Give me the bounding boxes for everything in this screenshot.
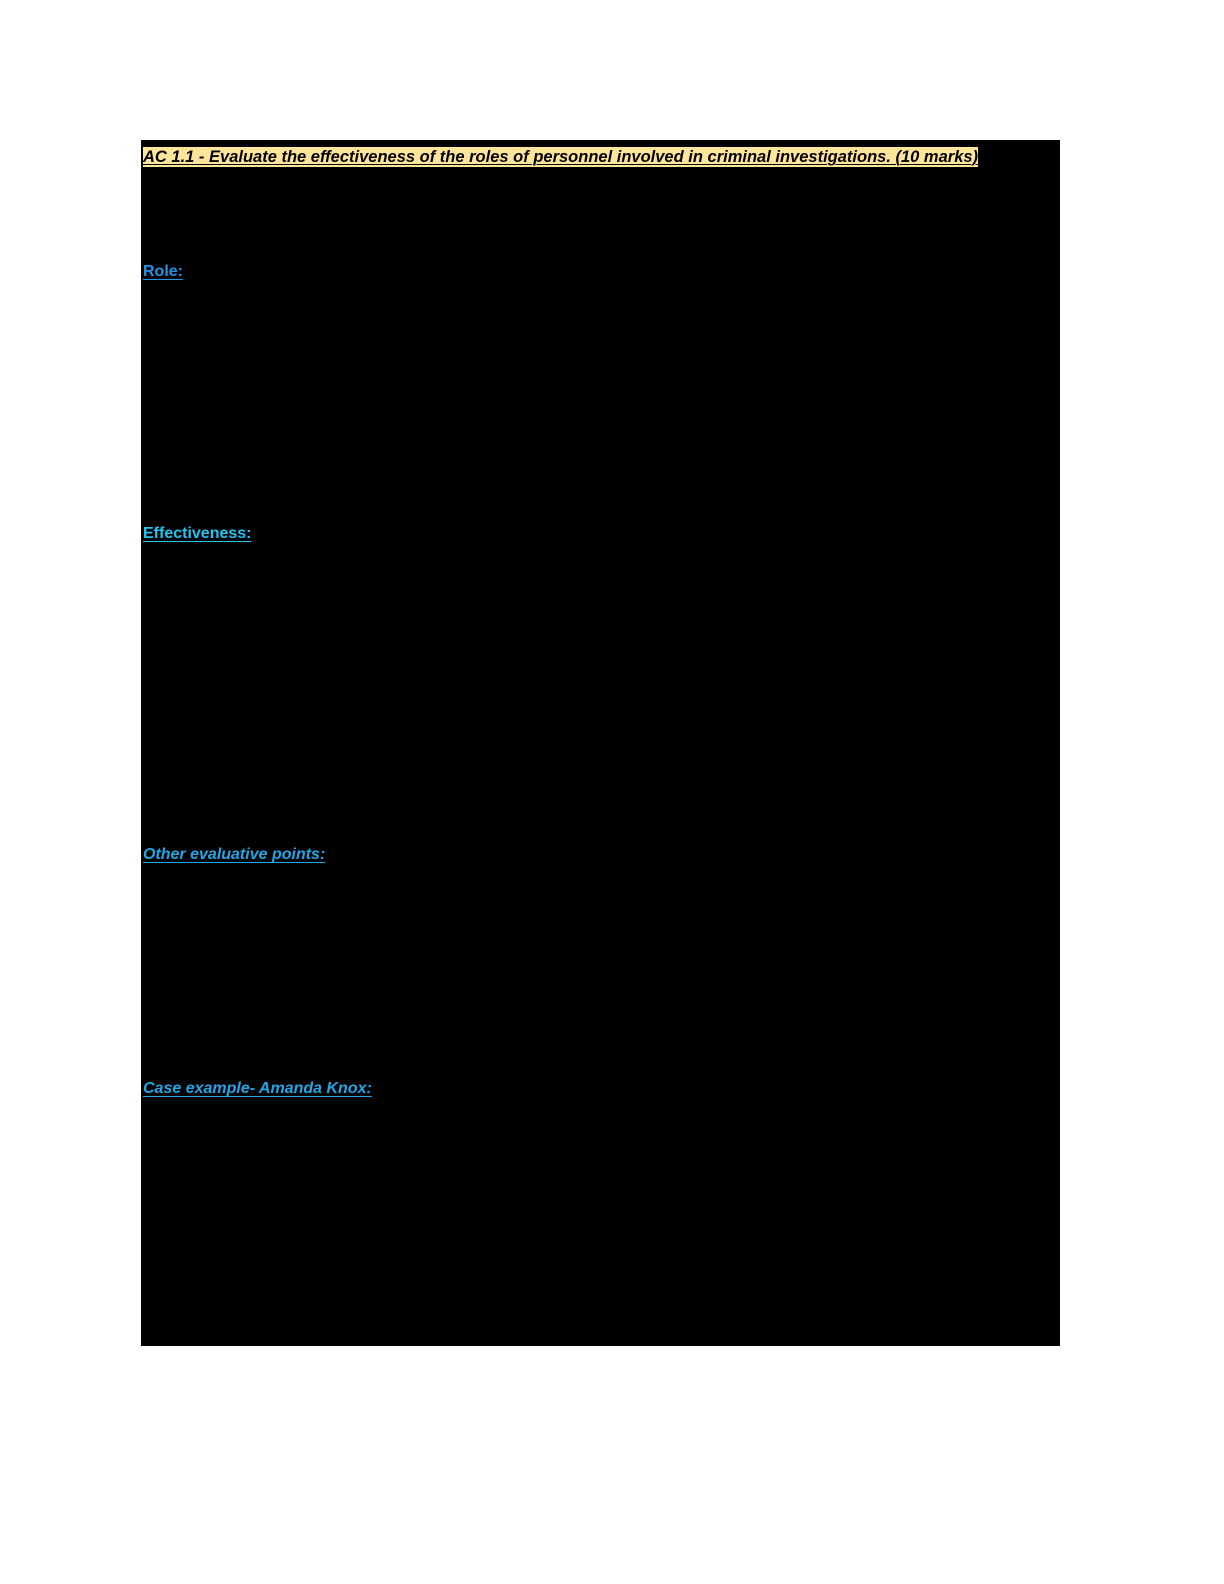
section-heading-case-example: Case example- Amanda Knox: (143, 1080, 372, 1097)
section-heading-effectiveness: Effectiveness: (143, 525, 252, 542)
page-title (143, 142, 1043, 173)
page-title-text: AC 1.1 - Evaluate the effectiveness of the roles of personnel involved in criminal investigations. (10 marks) (143, 148, 979, 166)
section-heading-other-evaluative-points: Other evaluative points: (143, 846, 326, 863)
redacted-content-block (141, 140, 1060, 1346)
section-heading-role: Role: (143, 263, 183, 280)
